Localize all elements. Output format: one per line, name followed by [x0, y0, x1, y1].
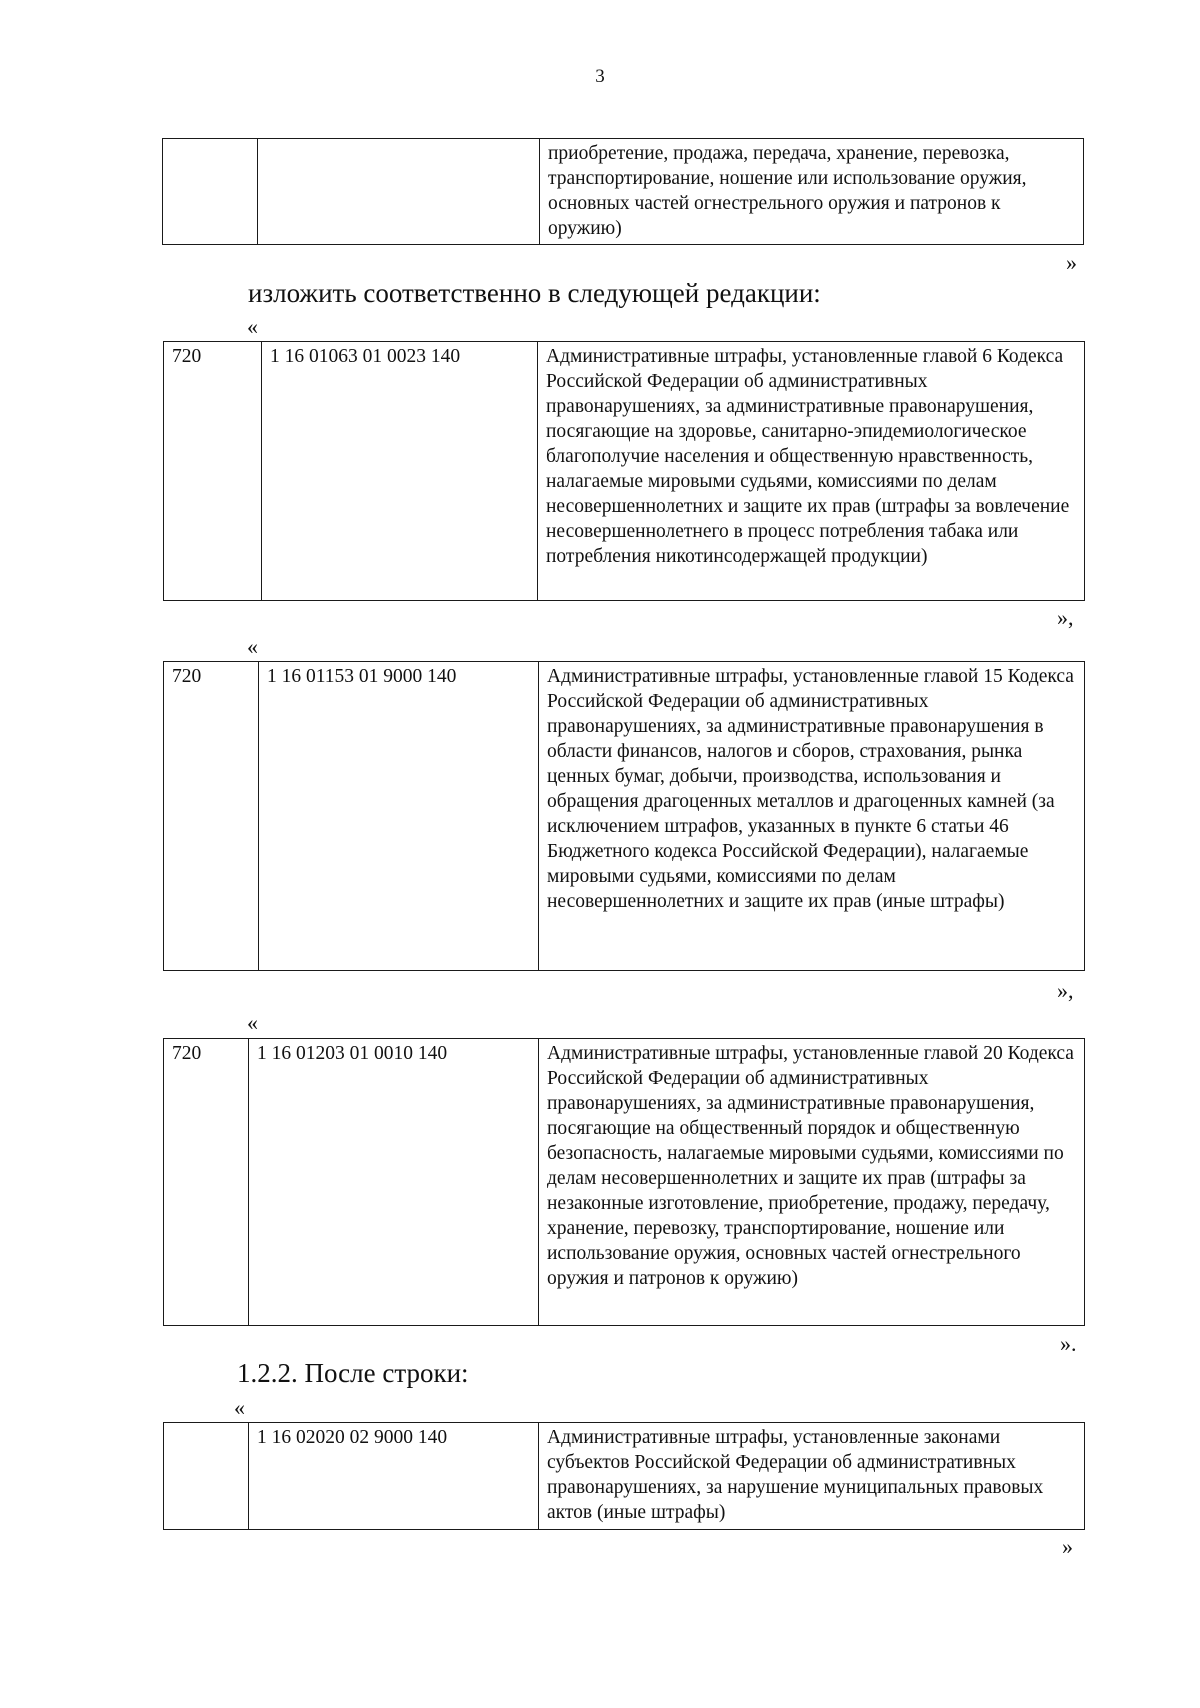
org-code-cell: 720	[164, 1039, 249, 1326]
description-cell: Административные штрафы, установленные главой 15 Кодекса Российской Федерации об административных правонарушениях, за административные правонарушения в области финансов, налогов и сборов, страхования, рынка ценных бумаг, добычи, производства, использования и обращения драгоценных металлов и драгоценных камней (за исключением штрафов, указанных в пункте 6 статьи 46 Бюджетного кодекса Российской Федерации), налагаемые мировыми судьями, комиссиями по делам несовершеннолетних и защите их прав (иные штрафы)	[539, 662, 1085, 971]
closing-quote: ».	[1060, 1331, 1077, 1356]
org-code-cell	[163, 139, 258, 245]
table-row	[163, 139, 1084, 245]
code-table-row-b	[163, 661, 1085, 971]
description-cell: Административные штрафы, установленные законами субъектов Российской Федерации об административных правонарушениях, за нарушение муниципальных правовых актов (иные штрафы)	[539, 1423, 1085, 1530]
budget-code-cell: 1 16 02020 02 9000 140	[249, 1423, 539, 1530]
table-row	[164, 342, 1085, 601]
closing-quote: »,	[1057, 605, 1074, 630]
page-number: 3	[595, 66, 605, 87]
org-code-cell: 720	[164, 342, 262, 601]
table-row	[164, 662, 1085, 971]
org-code-cell: 720	[164, 662, 259, 971]
budget-code-cell: 1 16 01153 01 9000 140	[259, 662, 539, 971]
opening-quote: «	[234, 1395, 245, 1420]
table-row	[164, 1423, 1085, 1530]
opening-quote: «	[247, 314, 258, 339]
budget-code-cell	[258, 139, 540, 245]
description-cell: Административные штрафы, установленные главой 20 Кодекса Российской Федерации об административных правонарушениях, за административные правонарушения, посягающие на общественный порядок и общественную безопасность, налагаемые мировыми судьями, комиссиями по делам несовершеннолетних и защите их прав (штрафы за незаконные изготовление, приобретение, продажу, передачу, хранение, перевозку, транспортирование, ношение или использование оружия, основных частей огнестрельного оружия и патронов к оружию)	[539, 1039, 1085, 1326]
closing-quote: »,	[1057, 978, 1074, 1003]
instruction-text: изложить соответственно в следующей редакции:	[248, 278, 821, 308]
org-code-cell	[164, 1423, 249, 1530]
code-table-row-a	[163, 341, 1085, 601]
closing-quote: »	[1066, 250, 1077, 275]
budget-code-cell: 1 16 01203 01 0010 140	[249, 1039, 539, 1326]
code-table-row-d	[163, 1422, 1085, 1530]
closing-quote: »	[1062, 1534, 1073, 1559]
code-table-row-c	[163, 1038, 1085, 1326]
section-heading: 1.2.2. После строки:	[237, 1358, 469, 1388]
opening-quote: «	[247, 634, 258, 659]
table-row	[164, 1039, 1085, 1326]
description-cell: приобретение, продажа, передача, хранение, перевозка, транспортирование, ношение или использование оружия, основных частей огнестрельного оружия и патронов к оружию)	[540, 139, 1084, 245]
opening-quote: «	[247, 1010, 258, 1035]
budget-code-cell: 1 16 01063 01 0023 140	[262, 342, 538, 601]
description-cell: Административные штрафы, установленные главой 6 Кодекса Российской Федерации об административных правонарушениях, за административные правонарушения, посягающие на здоровье, санитарно-эпидемиологическое благополучие населения и общественную нравственность, налагаемые мировыми судьями, комиссиями по делам несовершеннолетних и защите их прав (штрафы за вовлечение несовершеннолетнего в процесс потребления табака или потребления никотинсодержащей продукции)	[538, 342, 1085, 601]
continued-code-table	[162, 138, 1084, 245]
